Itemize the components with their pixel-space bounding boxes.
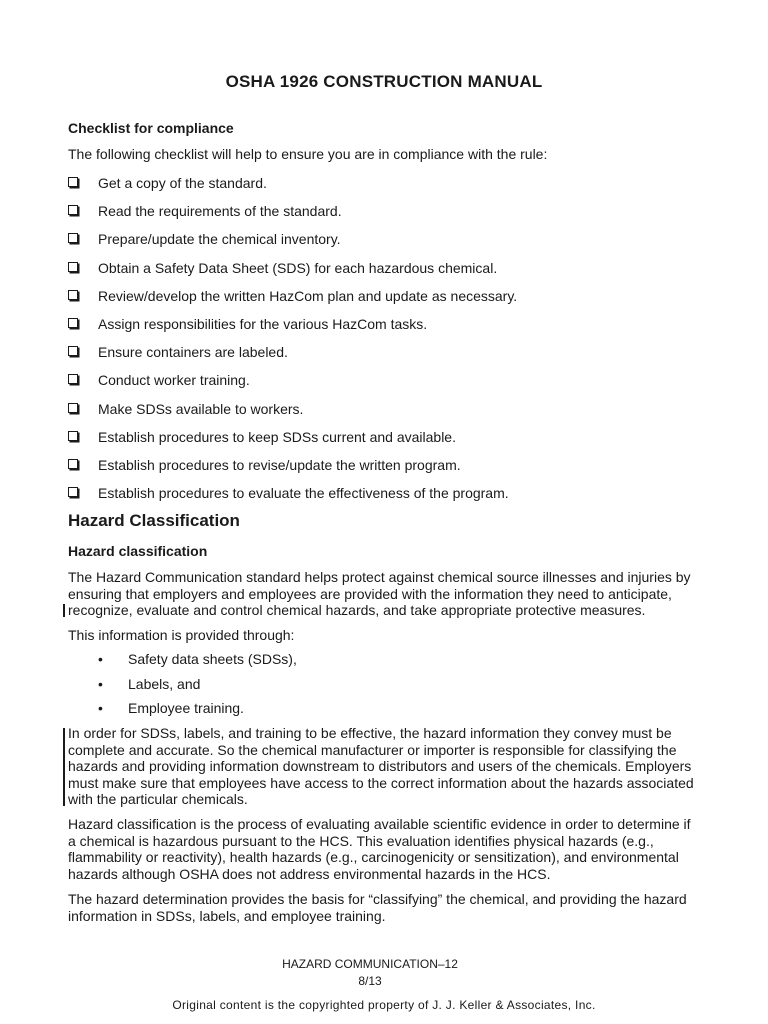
checkbox-icon	[68, 374, 78, 384]
checkbox-icon	[68, 177, 78, 187]
checklist-intro: The following checklist will help to ensure you are in compliance with the rule:	[68, 146, 548, 162]
bullet-item: • Safety data sheets (SDSs),	[98, 650, 297, 675]
checklist-item: Read the requirements of the standard.	[68, 202, 517, 230]
checklist-item: Review/develop the written HazCom plan and update as necessary.	[68, 287, 517, 315]
checkbox-icon	[68, 318, 78, 328]
checkbox-icon	[68, 290, 78, 300]
checkbox-icon	[68, 403, 78, 413]
checklist-item: Establish procedures to revise/update the written program.	[68, 456, 517, 484]
checkbox-icon	[68, 459, 78, 469]
paragraph-provided-through: This information is provided through:	[68, 627, 295, 643]
copyright-notice: Original content is the copyrighted property of J. J. Keller & Associates, Inc.	[172, 998, 596, 1012]
checkbox-icon	[68, 205, 78, 215]
revision-bar	[63, 604, 65, 617]
checklist-item: Establish procedures to evaluate the effectiveness of the program.	[68, 484, 517, 512]
bullet-icon: •	[98, 651, 103, 667]
bullet-icon: •	[98, 675, 103, 692]
checklist-item: Make SDSs available to workers.	[68, 400, 517, 428]
revision-bar	[63, 728, 65, 806]
checklist-item: Establish procedures to keep SDSs current and available.	[68, 428, 517, 456]
footer-section: HAZARD COMMUNICATION–12	[282, 957, 458, 971]
paragraph-responsibility: In order for SDSs, labels, and training to be effective, the hazard information they convey must be complete and accurate. So the chemical manufacturer or importer is responsible for classifying the hazards and providing information downstream to distributors and users of the chemicals. Employers must make sure that employees have access to the correct information about the hazards associated with the particular chemicals.	[68, 725, 694, 807]
bullet-list	[98, 650, 297, 724]
subsection-heading: Hazard classification	[68, 543, 208, 559]
checklist-heading: Checklist for compliance	[68, 120, 234, 136]
checklist-item: Conduct worker training.	[68, 371, 517, 399]
page-title: OSHA 1926 CONSTRUCTION MANUAL	[225, 72, 543, 91]
checklist-item: Prepare/update the chemical inventory.	[68, 230, 517, 258]
checklist-item: Obtain a Safety Data Sheet (SDS) for each hazardous chemical.	[68, 259, 517, 287]
checklist-item: Get a copy of the standard.	[68, 174, 517, 202]
paragraph-determination: The hazard determination provides the basis for “classifying” the chemical, and providing the hazard information in SDSs, labels, and employee training.	[68, 891, 687, 924]
bullet-icon: •	[98, 700, 103, 716]
checkbox-icon	[68, 487, 78, 497]
paragraph-intro: The Hazard Communication standard helps protect against chemical source illnesses and injuries by ensuring that employers and employees are provided with the information they need to anticipate, recognize, evaluate and control chemical hazards, and take appropriate protective measures.	[68, 569, 691, 618]
checkbox-icon	[68, 262, 78, 272]
checkbox-icon	[68, 346, 78, 356]
bullet-item: • Labels, and	[98, 675, 297, 700]
checklist-item: Ensure containers are labeled.	[68, 343, 517, 371]
checkbox-icon	[68, 431, 78, 441]
checklist-item: Assign responsibilities for the various HazCom tasks.	[68, 315, 517, 343]
checkbox-icon	[68, 233, 78, 243]
bullet-item: • Employee training.	[98, 699, 297, 724]
compliance-checklist	[68, 174, 517, 512]
section-heading: Hazard Classification	[68, 511, 240, 530]
footer-date: 8/13	[358, 974, 382, 988]
paragraph-definition: Hazard classification is the process of evaluating available scientific evidence in order to determine if a chemical is hazardous pursuant to the HCS. This evaluation identifies physical hazards (e.g., flammability or reactivity), health hazards (e.g., carcinogenicity or sensitization), and environmental hazards although OSHA does not address environmental hazards in the HCS.	[68, 816, 691, 882]
